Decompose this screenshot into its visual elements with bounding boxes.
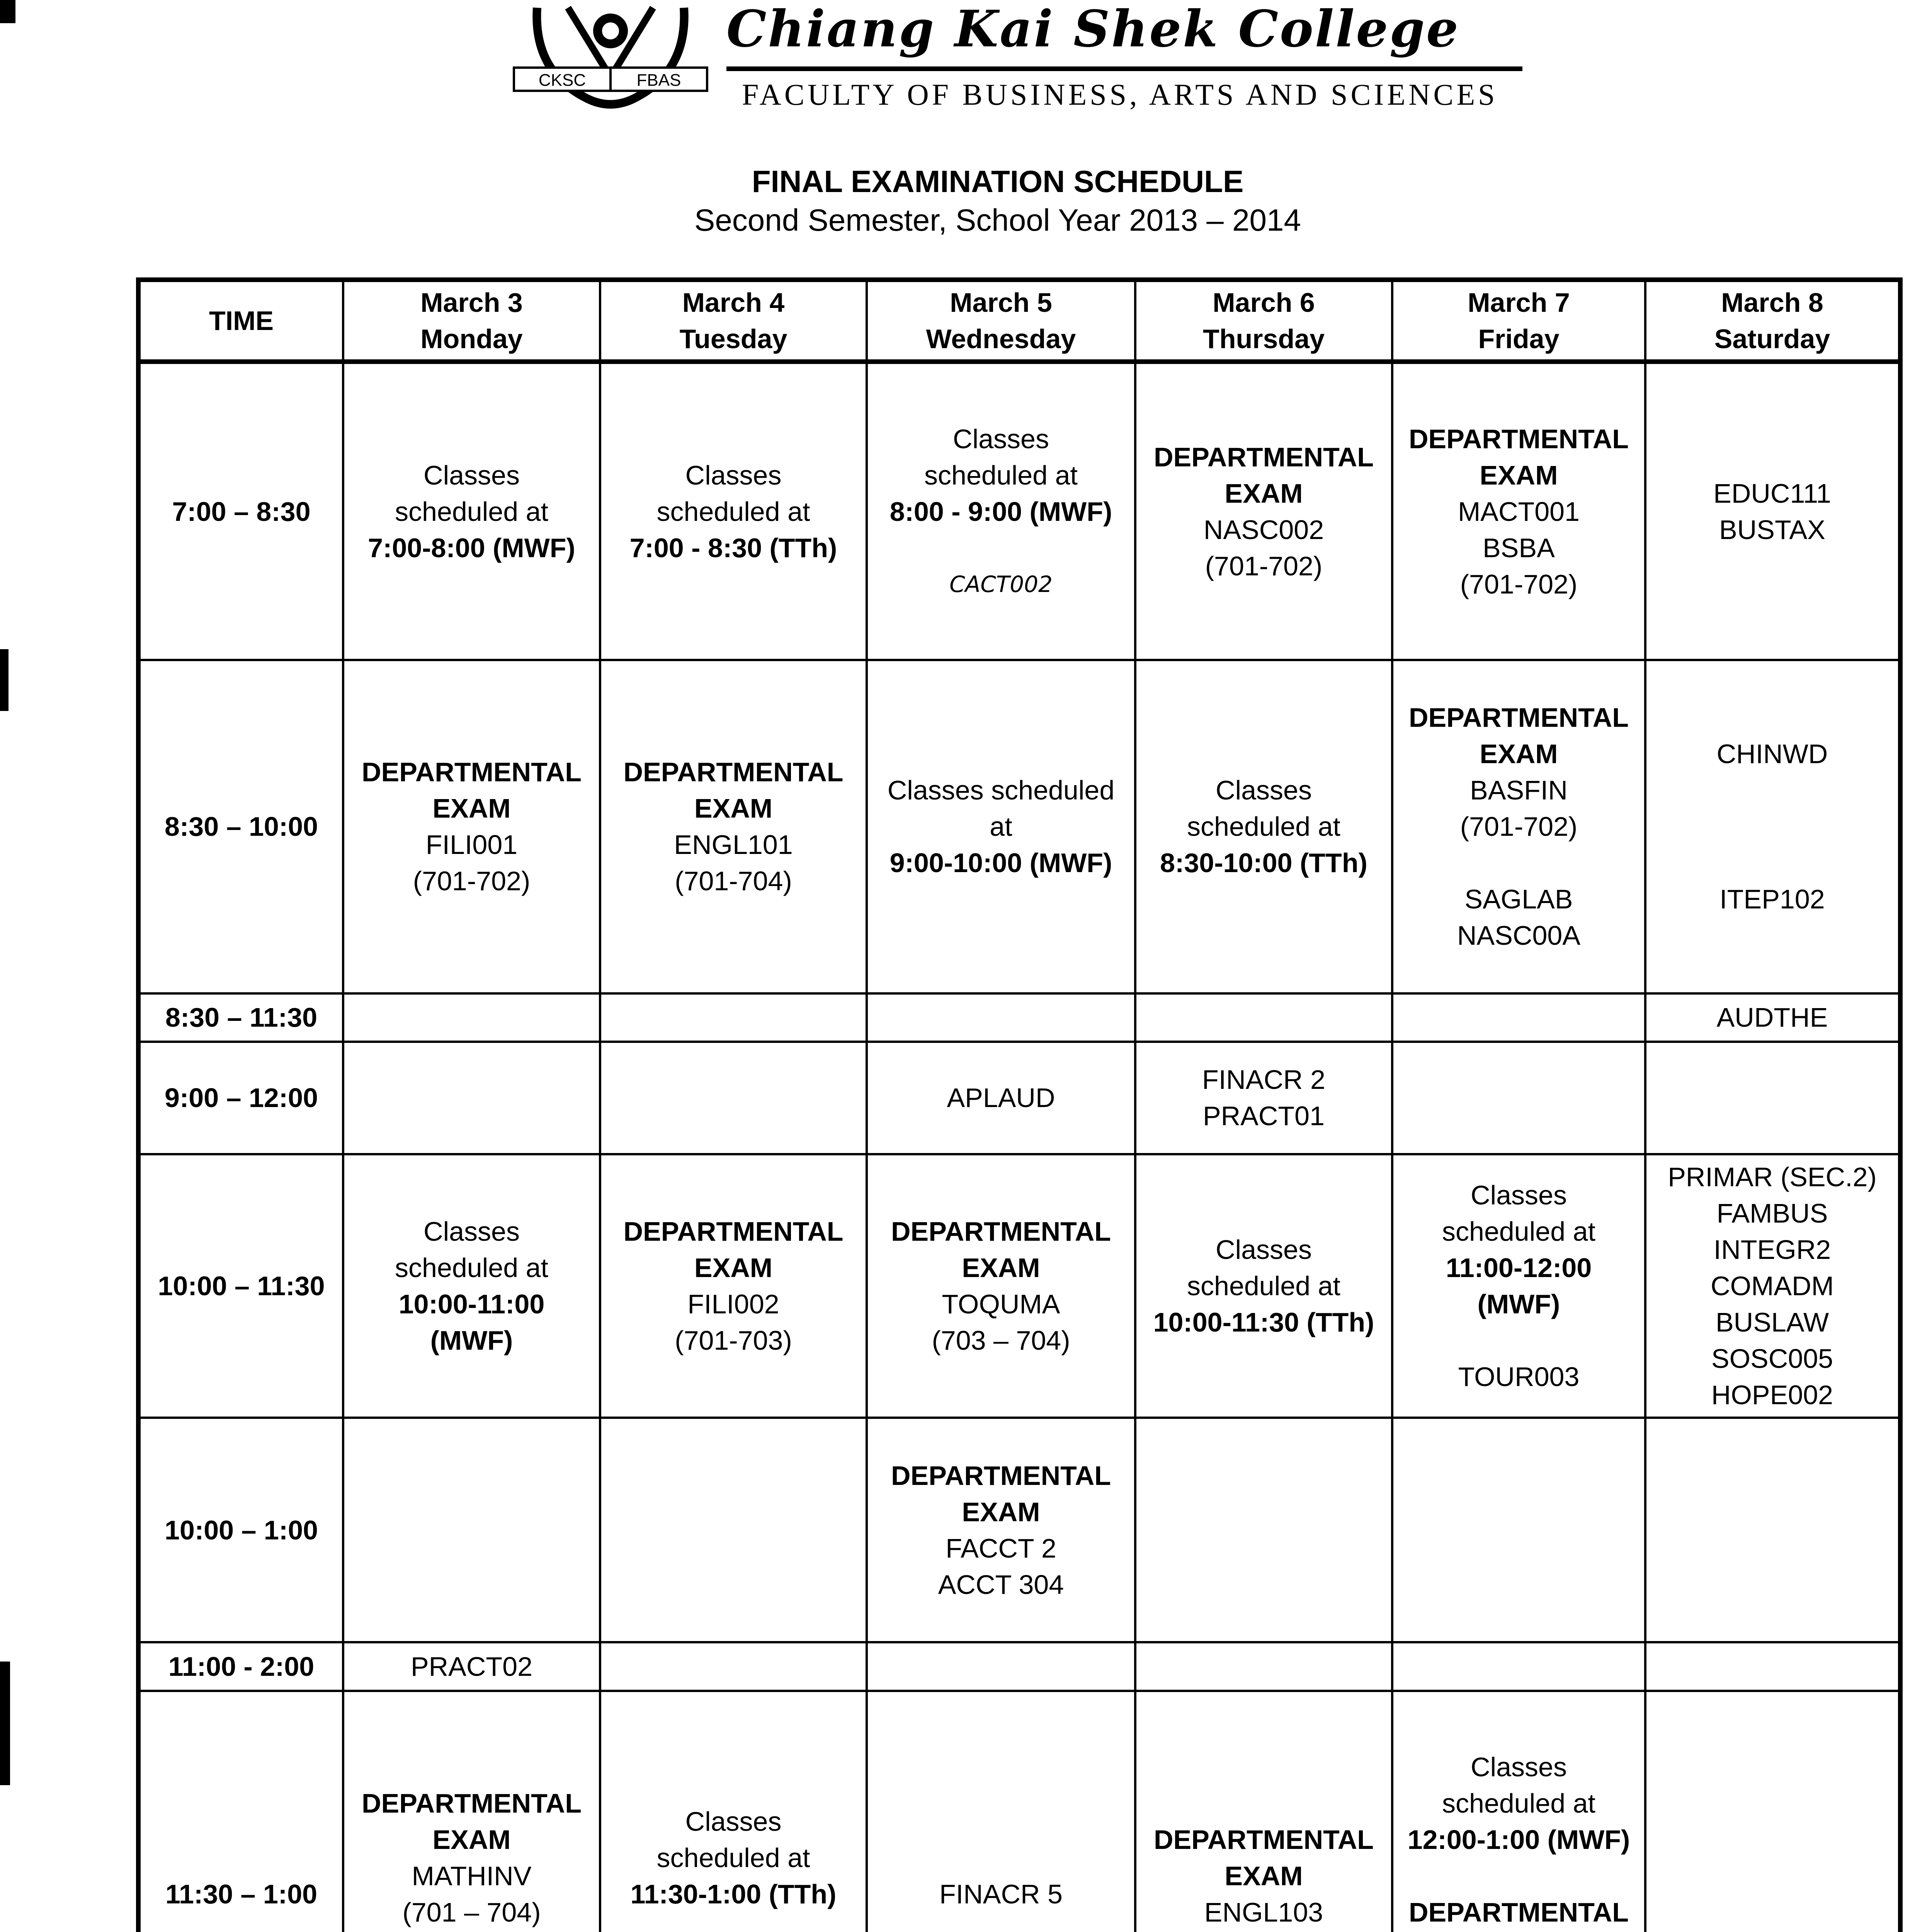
schedule-cell <box>600 1154 867 1418</box>
schedule-cell <box>867 993 1135 1042</box>
cell-text: MATHINV <box>412 1861 532 1891</box>
cell-text: (MWF) <box>1477 1289 1560 1319</box>
cell-text: FINACR 5 <box>939 1879 1063 1910</box>
table-header-row <box>138 280 1900 362</box>
college-name: Chiang Kai Shek College <box>726 0 1460 58</box>
schedule-cell <box>1645 1042 1900 1154</box>
cell-text: EXAM <box>1480 739 1558 769</box>
time-slot-cell: 7:00 – 8:30 <box>138 362 343 660</box>
logo-right-text: FBAS <box>636 71 681 90</box>
page-title: FINAL EXAMINATION SCHEDULE <box>752 164 1244 199</box>
cell-text: at <box>990 811 1012 842</box>
cell-text: SOSC005 <box>1711 1343 1833 1374</box>
cell-text: Classes <box>1471 1180 1567 1210</box>
day-date: March 8 <box>1721 287 1823 318</box>
cell-text: scheduled at <box>1187 1270 1340 1301</box>
cell-text: DEPARTMENTAL <box>1408 702 1629 733</box>
schedule-cell <box>1392 1642 1645 1690</box>
table-row <box>138 1154 1900 1418</box>
scan-mark-left-2 <box>0 1662 10 1785</box>
day-header-3 <box>867 280 1135 362</box>
cell-text: ENGL103 <box>1204 1897 1323 1928</box>
cell-text: scheduled at <box>395 1252 548 1283</box>
cell-text: EDUC111 <box>1713 478 1831 509</box>
schedule-cell <box>1392 993 1645 1042</box>
cell-text: DEPARTMENTAL <box>891 1216 1111 1247</box>
cell-text: FINACR 2 <box>1202 1065 1325 1095</box>
cell-text: 10:00-11:00 <box>398 1289 545 1319</box>
table-row <box>138 993 1900 1042</box>
cell-text: (MWF) <box>430 1325 513 1355</box>
cell-text: EXAM <box>1480 460 1558 490</box>
cell-text: 7:00 - 8:30 (TTh) <box>629 532 837 563</box>
schedule-cell <box>1645 1154 1900 1418</box>
cell-text <box>1140 1930 1387 1932</box>
cell-text: INTEGR2 <box>1713 1234 1831 1265</box>
cell-text: AUDTHE <box>1716 1002 1828 1033</box>
cell-text: (701-702) <box>1205 551 1323 581</box>
cell-text: DEPARTMENTAL <box>891 1460 1111 1491</box>
day-header-1 <box>343 280 600 362</box>
schedule-cell <box>867 1042 1135 1154</box>
schedule-cell <box>343 1691 600 1932</box>
cell-text: ACCT 304 <box>938 1569 1064 1600</box>
cell-spacer <box>1650 808 1894 845</box>
schedule-cell <box>343 993 600 1042</box>
schedule-cell <box>1135 660 1392 993</box>
schedule-cell <box>1135 1642 1392 1690</box>
cell-text: APLAUD <box>947 1083 1055 1113</box>
cell-text: ENGL101 <box>674 830 793 860</box>
schedule-cell <box>1135 1691 1392 1932</box>
cell-text: (701-703) <box>675 1325 792 1355</box>
cell-spacer <box>605 1912 862 1932</box>
cell-text: BUSTAX <box>1719 514 1825 545</box>
schedule-cell <box>343 1418 600 1643</box>
cell-text: Classes <box>1216 1234 1312 1265</box>
time-slot-cell: 8:30 – 11:30 <box>138 993 343 1042</box>
cell-text: Classes <box>953 423 1049 454</box>
schedule-cell <box>1645 1418 1900 1643</box>
cell-text: FACCT 2 <box>946 1533 1056 1563</box>
day-name: Wednesday <box>926 324 1076 354</box>
schedule-cell <box>867 1691 1135 1932</box>
schedule-cell <box>867 1642 1135 1690</box>
cell-text: BSBA <box>1483 532 1555 563</box>
cell-text: 8:30-10:00 (TTh) <box>1160 848 1367 878</box>
table-row <box>138 1691 1900 1932</box>
day-date: March 7 <box>1468 287 1570 318</box>
title-block <box>0 162 1932 240</box>
cell-text: scheduled at <box>1442 1788 1595 1819</box>
cell-text: TOUR003 <box>1458 1361 1580 1392</box>
cell-spacer <box>1650 845 1894 881</box>
cell-text: 8:00 - 9:00 (MWF) <box>889 496 1112 527</box>
table-row <box>138 660 1900 993</box>
day-header-2 <box>600 280 867 362</box>
schedule-cell <box>1645 993 1900 1042</box>
schedule-cell <box>1392 1691 1645 1932</box>
schedule-cell <box>1392 362 1645 660</box>
cell-text: Classes <box>685 1806 782 1837</box>
cell-spacer <box>1397 1858 1640 1894</box>
schedule-cell <box>867 1154 1135 1418</box>
cell-text: CHINWD <box>1716 739 1828 769</box>
cell-text: ITEP102 <box>1719 884 1825 915</box>
schedule-cell <box>600 1691 867 1932</box>
table-row <box>138 1042 1900 1154</box>
cell-text: Classes <box>423 460 520 490</box>
cell-text: Classes <box>423 1216 520 1247</box>
cell-text: DEPARTMENTAL <box>361 757 582 787</box>
time-column-header: TIME <box>138 280 343 362</box>
cell-spacer <box>1650 772 1894 808</box>
cell-text: NASC00A <box>1457 920 1581 951</box>
scan-mark-left-1 <box>0 649 9 711</box>
time-slot-cell: 11:00 - 2:00 <box>138 1642 343 1690</box>
schedule-cell <box>1135 1418 1392 1643</box>
schedule-cell <box>867 1418 1135 1643</box>
cell-text: PRACT02 <box>410 1651 533 1682</box>
table-row <box>138 1418 1900 1643</box>
exam-schedule-table <box>136 277 1903 1932</box>
table-row <box>138 1642 1900 1690</box>
cell-text: FILI002 <box>687 1289 779 1319</box>
cell-text: (701-702) <box>1460 811 1578 842</box>
cell-text: BASFIN <box>1470 775 1568 806</box>
cell-text: (701-704) <box>675 866 792 896</box>
schedule-cell <box>1392 1154 1645 1418</box>
schedule-cell <box>1392 1418 1645 1643</box>
cell-text: PRACT01 <box>1202 1101 1325 1131</box>
college-logo <box>510 0 711 128</box>
day-date: March 3 <box>420 287 523 318</box>
schedule-cell <box>1645 1691 1900 1932</box>
scan-mark-top-left <box>0 0 15 23</box>
cell-text: DEPARTMENTAL <box>623 757 844 787</box>
logo-left-text: CKSC <box>538 71 586 90</box>
schedule-cell <box>343 660 600 993</box>
cell-text: scheduled at <box>1442 1216 1595 1247</box>
cell-text: DEPARTMENTAL <box>1408 423 1629 454</box>
schedule-cell <box>600 660 867 993</box>
cell-text: FAMBUS <box>1716 1198 1828 1228</box>
cell-text: Classes <box>685 460 782 490</box>
cell-text: 9:00-10:00 (MWF) <box>889 848 1112 878</box>
cell-text: EXAM <box>1225 478 1303 509</box>
schedule-cell <box>600 1418 867 1643</box>
day-header-4 <box>1135 280 1392 362</box>
cell-text: COMADM <box>1711 1270 1834 1301</box>
cell-text: DEPARTMENTAL <box>1408 1897 1629 1928</box>
time-slot-cell: 8:30 – 10:00 <box>138 660 343 993</box>
time-slot-cell: 11:30 – 1:00 <box>138 1691 343 1932</box>
table-row <box>138 362 1900 660</box>
header-rule <box>726 66 1522 71</box>
letterhead <box>510 0 1522 128</box>
cell-text: Classes <box>1471 1752 1567 1782</box>
cell-text: NASC002 <box>1203 514 1324 545</box>
schedule-cell <box>1645 362 1900 660</box>
day-date: March 6 <box>1213 287 1315 318</box>
schedule-cell <box>1135 1154 1392 1418</box>
cell-text: SAGLAB <box>1464 884 1573 915</box>
cell-text: (701-702) <box>1460 569 1578 599</box>
schedule-cell <box>1392 1042 1645 1154</box>
cell-text: DEPARTMENTAL <box>361 1788 582 1819</box>
schedule-cell <box>1135 993 1392 1042</box>
cell-text <box>1397 1930 1640 1932</box>
cell-text: EXAM <box>432 1825 511 1855</box>
schedule-cell <box>343 1042 600 1154</box>
day-name: Tuesday <box>679 324 787 354</box>
schedule-cell <box>867 362 1135 660</box>
cell-text: CACT002 <box>949 571 1053 597</box>
cell-text: EXAM <box>432 793 511 824</box>
day-header-6 <box>1645 280 1900 362</box>
table-body <box>138 362 1900 1932</box>
cell-text: HOPE002 <box>1711 1379 1833 1410</box>
time-slot-cell: 10:00 – 11:30 <box>138 1154 343 1418</box>
schedule-cell <box>600 1042 867 1154</box>
cell-text: EXAM <box>962 1497 1040 1527</box>
cell-text: EXAM <box>694 793 773 824</box>
cell-text: EXAM <box>1225 1861 1303 1891</box>
cell-spacer <box>872 530 1130 566</box>
cell-text: 11:30-1:00 (TTh) <box>630 1879 837 1910</box>
day-name: Saturday <box>1714 324 1830 354</box>
cell-text: (701 – 704) <box>402 1897 541 1928</box>
day-header-5 <box>1392 280 1645 362</box>
schedule-cell <box>1645 1642 1900 1690</box>
day-name: Friday <box>1478 324 1560 354</box>
page-subtitle: Second Semester, School Year 2013 – 2014 <box>694 203 1301 237</box>
cell-text: MACT001 <box>1458 496 1580 527</box>
cell-text: scheduled at <box>656 1843 810 1873</box>
cell-text: BUSLAW <box>1715 1307 1829 1337</box>
cell-text: Classes scheduled <box>887 775 1115 806</box>
cell-text: DEPARTMENTAL <box>1153 1825 1374 1855</box>
schedule-cell <box>600 993 867 1042</box>
cell-text: (703 – 704) <box>932 1325 1070 1355</box>
cell-text: EXAM <box>694 1252 773 1283</box>
college-seal-icon <box>510 0 711 128</box>
cell-text: 7:00-8:00 (MWF) <box>368 532 575 563</box>
schedule-cell <box>343 1642 600 1690</box>
day-name: Thursday <box>1202 324 1325 354</box>
schedule-cell <box>343 362 600 660</box>
cell-text: TOQUMA <box>942 1289 1060 1319</box>
cell-spacer <box>1397 845 1640 881</box>
cell-text: scheduled at <box>1187 811 1340 842</box>
schedule-cell <box>1392 660 1645 993</box>
cell-text: scheduled at <box>395 496 548 527</box>
cell-text: DEPARTMENTAL <box>1153 442 1374 472</box>
cell-text: DEPARTMENTAL <box>623 1216 844 1247</box>
cell-spacer <box>348 1930 595 1932</box>
cell-text: PRIMAR (SEC.2) <box>1668 1162 1877 1192</box>
schedule-cell <box>1135 362 1392 660</box>
day-date: March 5 <box>950 287 1052 318</box>
time-slot-cell: 9:00 – 12:00 <box>138 1042 343 1154</box>
cell-text: scheduled at <box>924 460 1078 490</box>
time-slot-cell: 10:00 – 1:00 <box>138 1418 343 1643</box>
schedule-cell <box>600 362 867 660</box>
day-name: Monday <box>420 324 523 354</box>
day-date: March 4 <box>682 287 785 318</box>
schedule-cell <box>1135 1042 1392 1154</box>
schedule-cell <box>343 1154 600 1418</box>
schedule-cell <box>1645 660 1900 993</box>
cell-text: (701-702) <box>413 866 531 896</box>
cell-text: 12:00-1:00 (MWF) <box>1407 1825 1630 1855</box>
cell-text: 11:00-12:00 <box>1446 1252 1592 1283</box>
cell-spacer <box>1397 1322 1640 1359</box>
schedule-cell <box>600 1642 867 1690</box>
cell-text: EXAM <box>962 1252 1040 1283</box>
cell-text: FILI001 <box>425 830 518 860</box>
cell-text: Classes <box>1216 775 1312 806</box>
faculty-name: FACULTY OF BUSINESS, ARTS AND SCIENCES <box>742 78 1498 111</box>
cell-text: 10:00-11:30 (TTh) <box>1153 1307 1374 1337</box>
schedule-cell <box>867 660 1135 993</box>
cell-text: scheduled at <box>656 496 810 527</box>
